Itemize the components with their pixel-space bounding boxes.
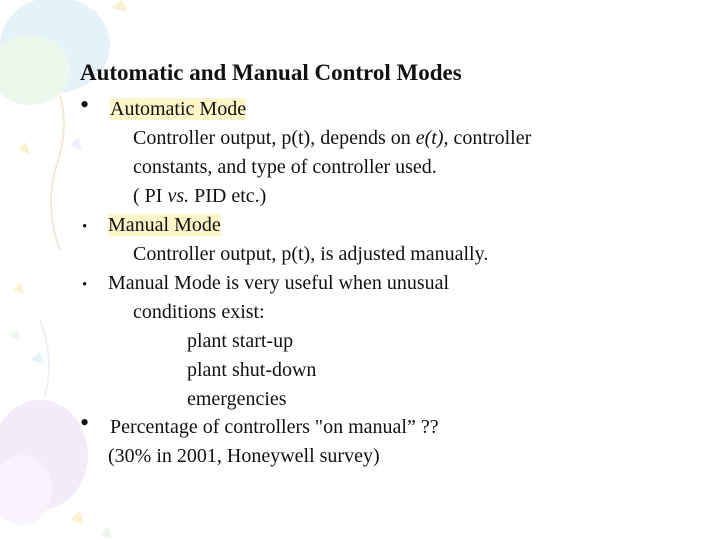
sub-item: emergencies [187,388,287,410]
bullet-heading: Percentage of controllers "on manual” ?? [110,416,439,438]
bullet-heading: Manual Mode is very useful when unusual [108,272,450,294]
bullet-icon: • [80,90,90,119]
bullet-line: conditions exist: [133,301,265,323]
bullet-icon: • [82,219,88,235]
bullet-icon: • [82,277,88,293]
bullet-icon: • [80,408,90,437]
bullet-line: ( PI vs. PID etc.) [133,185,267,207]
bullet-line: Controller output, p(t), is adjusted manually. [133,243,489,265]
sub-item: plant shut-down [187,359,317,381]
slide-title: Automatic and Manual Control Modes [80,60,462,85]
bullet-heading: Automatic Mode [110,98,247,120]
bullet-line: Controller output, p(t), depends on e(t), controller [133,127,532,149]
bullet-line: (30% in 2001, Honeywell survey) [108,445,380,467]
bullet-line: constants, and type of controller used. [133,156,437,178]
bullet-heading: Manual Mode [108,214,221,236]
sub-item: plant start-up [187,330,294,352]
